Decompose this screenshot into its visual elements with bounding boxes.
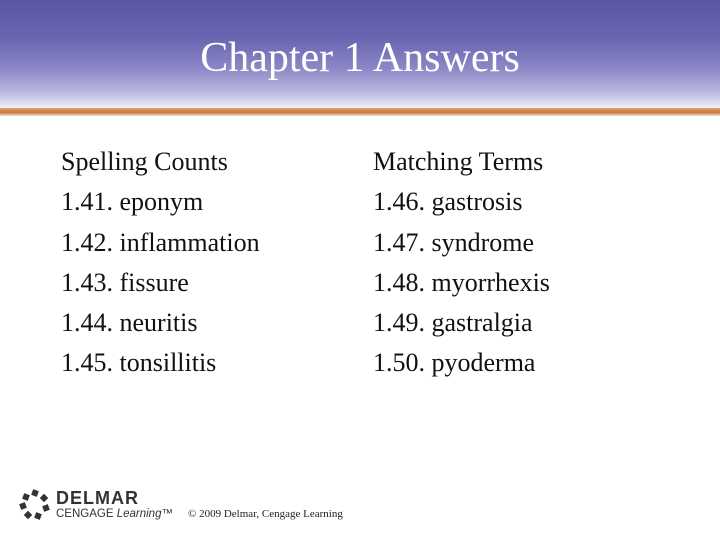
logo-subtitle: CENGAGE Learning™ — [56, 508, 173, 520]
copyright-notice: © 2009 Delmar, Cengage Learning — [188, 508, 343, 520]
delmar-cengage-logo — [18, 487, 183, 523]
column-heading: Spelling Counts — [61, 147, 228, 176]
slide-title: Chapter 1 Answers — [200, 35, 520, 81]
header-accent-bar — [0, 108, 720, 116]
list-item: 1.46. gastrosis — [373, 187, 523, 217]
list-item: 1.42. inflammation — [61, 227, 260, 257]
column-heading: Matching Terms — [373, 147, 544, 176]
pinwheel-logo-icon — [18, 487, 52, 523]
list-item: 1.50. pyoderma — [373, 348, 536, 378]
list-item: 1.45. tonsillitis — [61, 348, 217, 378]
list-item: 1.49. gastralgia — [373, 308, 533, 338]
matching-terms-column — [373, 142, 550, 384]
list-item: 1.44. neuritis — [61, 308, 198, 338]
list-item: 1.43. fissure — [61, 267, 189, 297]
logo-brand-text: DELMAR — [56, 488, 139, 508]
list-item: 1.47. syndrome — [373, 227, 535, 257]
list-item: 1.41. eponym — [61, 187, 204, 217]
spelling-counts-column — [61, 142, 260, 384]
list-item: 1.48. myorrhexis — [373, 267, 550, 297]
